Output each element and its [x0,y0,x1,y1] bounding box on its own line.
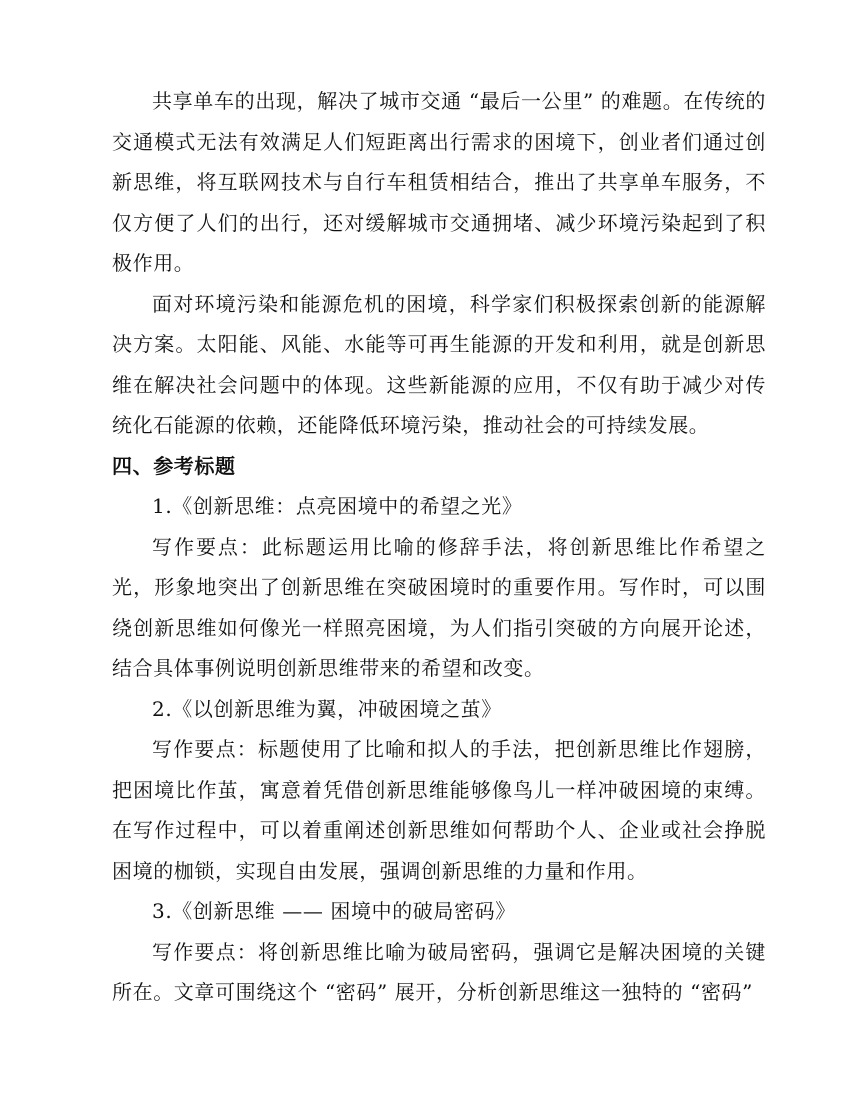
reference-title-3: 3.《创新思维 —— 困境中的破局密码》 [152,899,516,923]
section-heading: 四、参考标题 [112,453,236,478]
writing-points-3: 写作要点：将创新思维比喻为破局密码，强调它是解决困境的关键所在。文章可围绕这个 “密码” 展开，分析创新思维这一独特的 “密码” [112,939,766,1004]
document-page [112,81,766,1013]
paragraph-shared-bikes: 共享单车的出现，解决了城市交通 “最后一公里” 的难题。在传统的交通模式无法有效满足人们短距离出行需求的困境下，创业者们通过创新思维，将互联网技术与自行车租赁相结合，推出了共享单车服务，不仅方便了人们的出行，还对缓解城市交通拥堵、减少环境污染起到了积极作用。 [112,89,766,275]
reference-title-2: 2.《以创新思维为翼，冲破困境之茧》 [152,696,502,721]
writing-points-1: 写作要点：此标题运用比喻的修辞手法，将创新思维比作希望之光，形象地突出了创新思维在突破困境时的重要作用。写作时，可以围绕创新思维如何像光一样照亮困境，为人们指引突破的方向展开论述，结合具体事例说明创新思维带来的希望和改变。 [112,534,766,680]
reference-title-1: 1.《创新思维：点亮困境中的希望之光》 [152,494,523,518]
paragraph-renewable-energy: 面对环境污染和能源危机的困境，科学家们积极探索创新的能源解决方案。太阳能、风能、水能等可再生能源的开发和利用，就是创新思维在解决社会问题中的体现。这些新能源的应用，不仅有助于减少对传统化石能源的依赖，还能降低环境污染，推动社会的可持续发展。 [112,291,766,437]
writing-points-2: 写作要点：标题使用了比喻和拟人的手法，把创新思维比作翅膀，把困境比作茧，寓意着凭借创新思维能够像鸟儿一样冲破困境的束缚。在写作过程中，可以着重阐述创新思维如何帮助个人、企业或社会挣脱困境的枷锁，实现自由发展，强调创新思维的力量和作用。 [112,737,766,883]
